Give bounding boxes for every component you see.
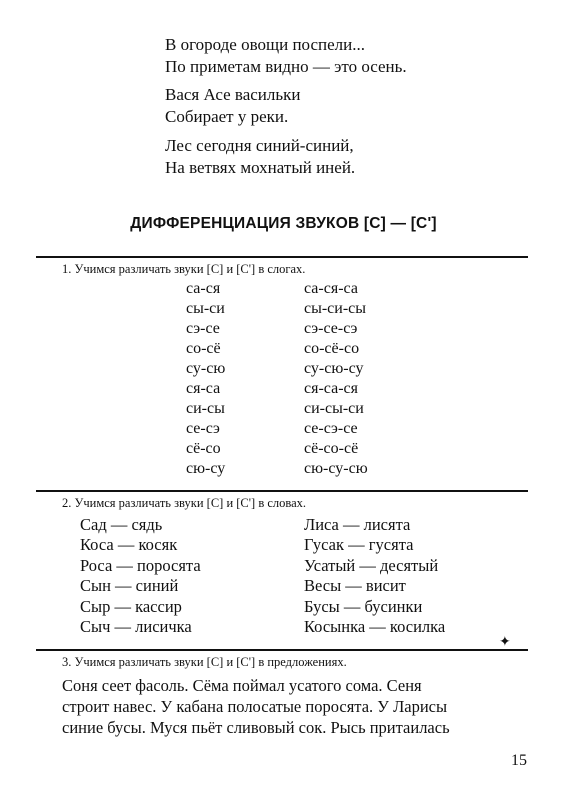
- word-pair: Гусак — гусята: [304, 535, 414, 555]
- syllable-pair: сы-си: [186, 300, 225, 317]
- paragraph-line: синие бусы. Муся пьёт сливовый сок. Рысь притаилась: [62, 718, 450, 737]
- page-number: 15: [511, 752, 527, 769]
- exercise-2-heading: 2. Учимся различать звуки [С] и [С'] в словах.: [62, 496, 307, 510]
- syllable-pair: сё-со: [186, 440, 221, 457]
- syllable-triple: су-сю-су: [304, 360, 364, 377]
- exercise-3-heading: 3. Учимся различать звуки [С] и [С'] в предложениях.: [62, 655, 347, 669]
- syllable-pair: ся-са: [186, 380, 221, 397]
- word-pair: Весы — висит: [304, 576, 406, 596]
- syllable-triple: ся-са-ся: [304, 380, 358, 397]
- word-pair: Коса — косяк: [80, 535, 178, 555]
- syllable-pair: су-сю: [186, 360, 226, 377]
- divider: [36, 649, 528, 651]
- poem-line: На ветвях мохнатый иней.: [165, 158, 356, 177]
- poem-2: [165, 84, 301, 128]
- poem-line: В огороде овощи поспели...: [165, 35, 365, 54]
- word-pair: Сын — синий: [80, 576, 179, 596]
- section-title: ДИФФЕРЕНЦИАЦИЯ ЗВУКОВ [С] — [С']: [130, 215, 437, 232]
- word-pair: Сыр — кассир: [80, 596, 182, 616]
- word-pair: Лиса — лисята: [304, 515, 411, 534]
- poem-3: [165, 135, 355, 179]
- syllable-pair: сю-су: [186, 460, 226, 477]
- syllable-triple: си-сы-си: [304, 400, 364, 417]
- word-pair: Сыч — лисичка: [80, 616, 192, 636]
- word-pair: Роса — поросята: [80, 555, 201, 575]
- syllable-pair: са-ся: [186, 280, 221, 297]
- poem-line: По приметам видно — это осень.: [165, 57, 407, 76]
- word-pair: Бусы — бусинки: [304, 596, 423, 616]
- syllable-pair: со-сё: [186, 340, 221, 357]
- poem-line: Лес сегодня синий-синий,: [165, 136, 354, 155]
- word-pair: Косынка — косилка: [304, 616, 446, 636]
- word-pair: Сад — сядь: [80, 515, 163, 534]
- syllable-triple: сэ-се-сэ: [304, 320, 358, 337]
- words-left-column: [80, 515, 201, 637]
- exercise-3-paragraph: [62, 675, 528, 738]
- syllable-triple: се-сэ-се: [304, 420, 358, 437]
- syllable-triple: со-сё-со: [304, 340, 360, 357]
- word-pair: Усатый — десятый: [304, 555, 439, 575]
- syllable-triple: сё-со-сё: [304, 440, 359, 457]
- syllable-triple: са-ся-са: [304, 280, 358, 297]
- exercise-1-heading: 1. Учимся различать звуки [С] и [С'] в слогах.: [62, 262, 306, 276]
- syllables-right-column: [304, 279, 368, 479]
- corner-mark: ✦: [499, 635, 511, 650]
- syllable-pair: си-сы: [186, 400, 225, 417]
- poem-1: [165, 34, 407, 78]
- syllable-triple: сю-су-сю: [304, 460, 368, 477]
- divider: [36, 256, 528, 258]
- poem-line: Собирает у реки.: [165, 107, 289, 126]
- syllable-pair: сэ-се: [186, 320, 220, 337]
- poem-line: Вася Асе васильки: [165, 85, 301, 104]
- divider: [36, 490, 528, 492]
- paragraph-line: Соня сеет фасоль. Сёма поймал усатого сома. Сеня: [62, 676, 422, 695]
- syllable-pair: се-сэ: [186, 420, 220, 437]
- syllable-triple: сы-си-сы: [304, 300, 367, 317]
- paragraph-line: строит навес. У кабана полосатые поросята. У Ларисы: [62, 697, 448, 716]
- words-right-column: [304, 515, 445, 637]
- syllables-left-column: [186, 279, 225, 479]
